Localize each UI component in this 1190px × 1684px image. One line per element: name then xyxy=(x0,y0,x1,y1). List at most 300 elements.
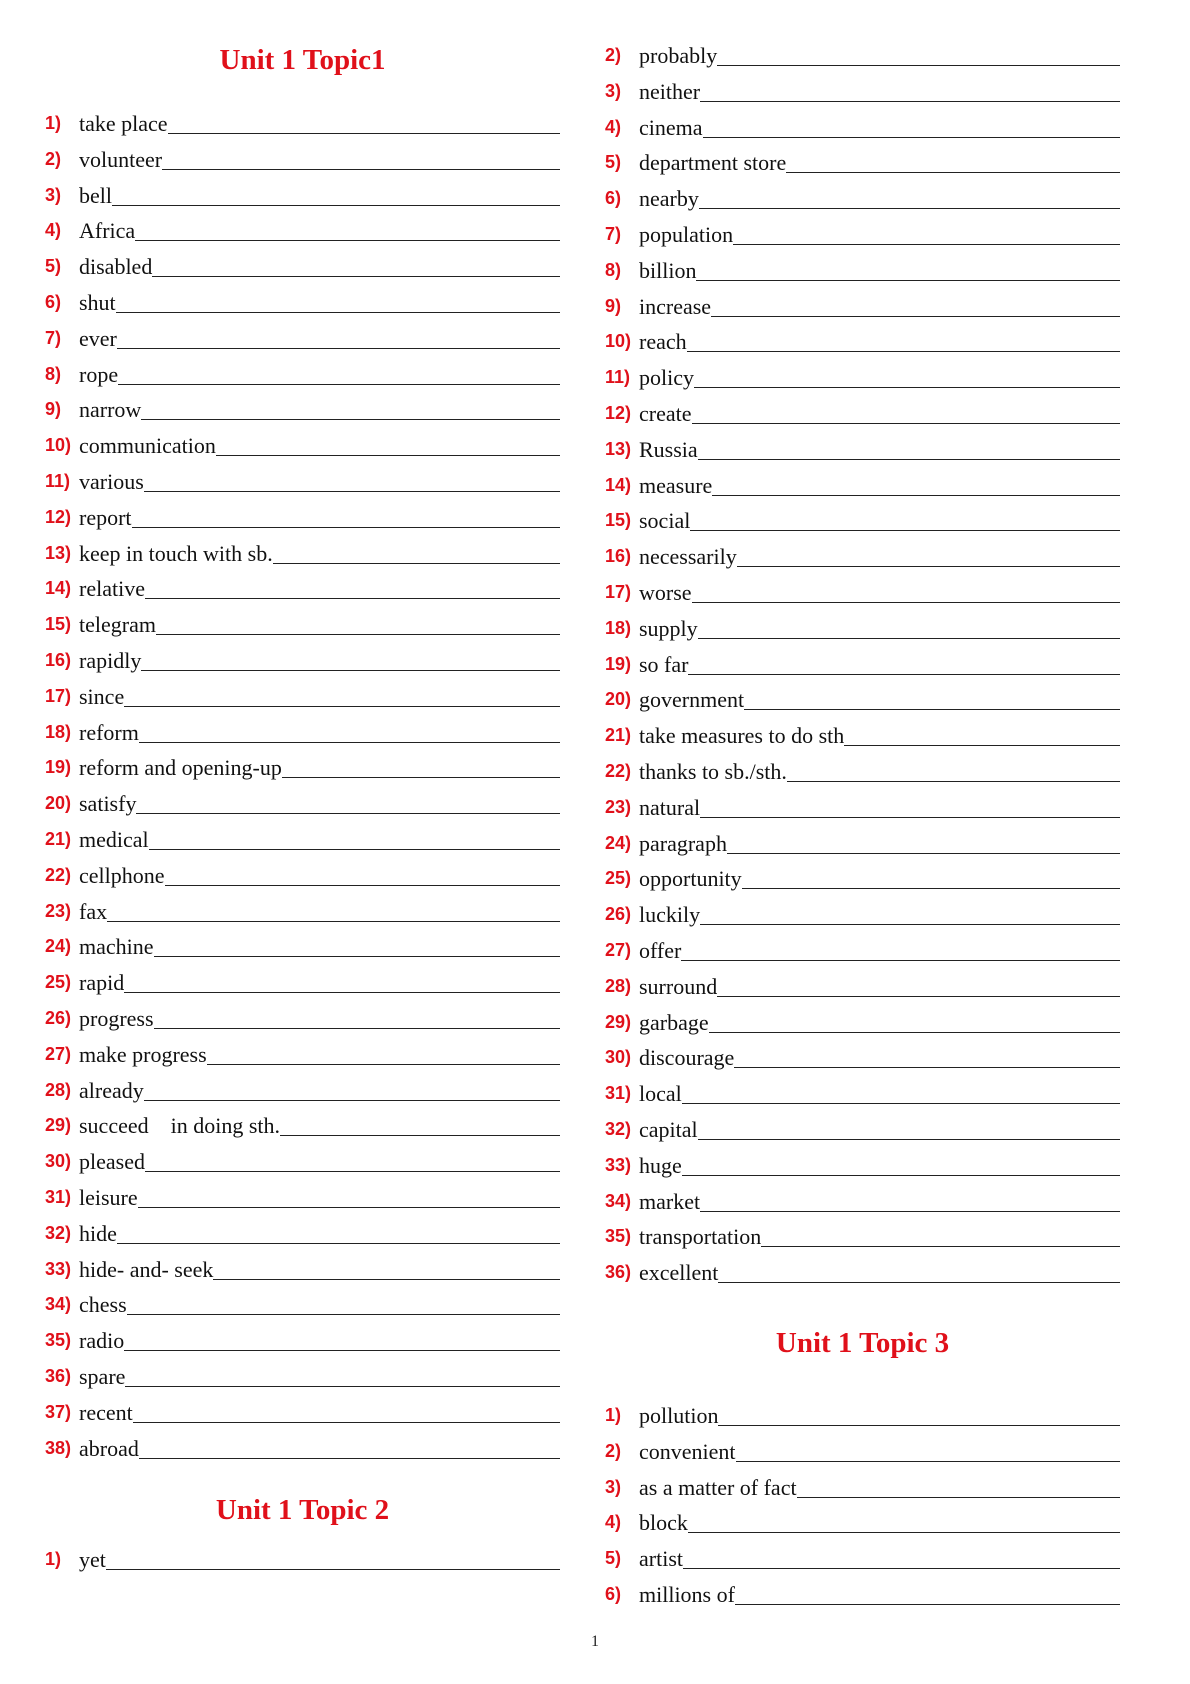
vocab-item xyxy=(45,890,560,926)
vocab-term: millions of xyxy=(639,1582,735,1607)
item-number: 21) xyxy=(605,725,632,746)
item-number: 6) xyxy=(605,188,622,209)
vocab-item xyxy=(605,571,1120,607)
answer-blank-line[interactable] xyxy=(273,562,560,564)
vocab-term: hide- and- seek xyxy=(79,1256,214,1282)
answer-blank-line[interactable] xyxy=(144,1099,560,1101)
answer-blank-line[interactable] xyxy=(700,100,1120,102)
answer-blank-line[interactable] xyxy=(154,955,560,957)
vocab-item xyxy=(45,424,560,460)
item-number: 27) xyxy=(45,1043,72,1064)
answer-blank-line[interactable] xyxy=(138,1206,560,1208)
vocab-term: medical xyxy=(79,827,149,852)
vocab-item xyxy=(45,1069,560,1105)
item-number: 36) xyxy=(605,1262,632,1283)
item-number: 4) xyxy=(605,1512,622,1533)
answer-blank-line[interactable] xyxy=(152,275,560,277)
vocab-term: capital xyxy=(639,1117,698,1142)
item-number: 8) xyxy=(605,259,622,280)
vocab-term: transportation xyxy=(639,1224,762,1250)
vocab-term: volunteer xyxy=(79,146,163,172)
vocab-term: block xyxy=(639,1510,688,1536)
vocab-item xyxy=(605,1215,1120,1251)
item-number: 5) xyxy=(605,152,622,173)
answer-blank-line[interactable] xyxy=(698,1138,1120,1140)
answer-blank-line[interactable] xyxy=(761,1245,1120,1247)
answer-blank-line[interactable] xyxy=(149,848,560,850)
item-number: 19) xyxy=(45,757,72,778)
vocab-term: as a matter of fact xyxy=(639,1474,797,1500)
answer-blank-line[interactable] xyxy=(742,887,1120,889)
item-number: 23) xyxy=(605,796,632,817)
answer-blank-line[interactable] xyxy=(711,315,1120,317)
vocab-term: ever xyxy=(79,325,117,351)
vocab-term: supply xyxy=(639,615,698,641)
vocab-item xyxy=(605,1394,1120,1430)
vocab-term: take measures to do sth xyxy=(639,723,845,749)
item-number: 14) xyxy=(45,578,72,599)
item-number: 31) xyxy=(45,1187,72,1207)
vocab-term: social xyxy=(639,508,691,534)
vocab-term: reach xyxy=(639,329,687,355)
item-number: 27) xyxy=(605,940,632,960)
vocab-term: rapid xyxy=(79,970,125,996)
vocab-item xyxy=(605,249,1120,285)
answer-blank-line[interactable] xyxy=(132,526,560,528)
item-number: 34) xyxy=(45,1294,72,1315)
answer-blank-line[interactable] xyxy=(133,1421,560,1423)
answer-blank-line[interactable] xyxy=(682,1102,1120,1104)
answer-blank-line[interactable] xyxy=(216,454,560,456)
answer-blank-line[interactable] xyxy=(141,669,560,671)
answer-blank-line[interactable] xyxy=(116,311,560,313)
item-number: 9) xyxy=(45,399,62,420)
vocab-term: worse xyxy=(639,580,692,605)
answer-blank-line[interactable] xyxy=(124,991,560,993)
vocab-term: pollution xyxy=(639,1403,719,1428)
vocab-term: radio xyxy=(79,1328,125,1354)
answer-blank-line[interactable] xyxy=(162,168,560,170)
item-number: 28) xyxy=(605,975,632,996)
item-number: 5) xyxy=(45,256,62,277)
vocab-item xyxy=(45,1283,560,1319)
vocab-term: government xyxy=(639,687,745,713)
vocab-item xyxy=(605,1251,1120,1287)
item-number: 13) xyxy=(605,438,632,459)
answer-blank-line[interactable] xyxy=(698,637,1120,639)
vocab-term: make progress xyxy=(79,1041,207,1067)
vocab-term: offer xyxy=(639,938,682,963)
vocab-item xyxy=(605,1573,1120,1609)
answer-blank-line[interactable] xyxy=(135,239,560,241)
item-number: 18) xyxy=(45,721,72,742)
item-number: 3) xyxy=(45,184,62,205)
answer-blank-line[interactable] xyxy=(156,633,560,635)
item-number: 30) xyxy=(45,1151,72,1172)
answer-blank-line[interactable] xyxy=(700,816,1120,818)
vocab-item xyxy=(605,285,1120,321)
vocab-item xyxy=(605,535,1120,571)
vocab-term: billion xyxy=(639,257,697,283)
answer-blank-line[interactable] xyxy=(136,812,560,814)
item-number: 30) xyxy=(605,1047,632,1068)
item-number: 33) xyxy=(45,1258,72,1279)
answer-blank-line[interactable] xyxy=(692,422,1121,424)
answer-blank-line[interactable] xyxy=(700,923,1120,925)
vocab-term: progress xyxy=(79,1006,154,1031)
answer-blank-line[interactable] xyxy=(117,347,560,349)
answer-blank-line[interactable] xyxy=(165,884,560,886)
vocab-item xyxy=(605,499,1120,535)
vocab-term: leisure xyxy=(79,1185,138,1210)
item-number: 20) xyxy=(45,793,72,814)
vocab-term: machine xyxy=(79,934,154,960)
answer-blank-line[interactable] xyxy=(690,529,1120,531)
item-number: 16) xyxy=(605,546,632,567)
vocab-term: increase xyxy=(639,293,712,319)
answer-blank-line[interactable] xyxy=(213,1278,560,1280)
answer-blank-line[interactable] xyxy=(117,1242,560,1244)
vocab-item xyxy=(605,786,1120,822)
vocab-item xyxy=(605,607,1120,643)
vocab-item xyxy=(45,675,560,711)
answer-blank-line[interactable] xyxy=(717,64,1120,66)
vocab-term: reform xyxy=(79,719,139,745)
item-number: 37) xyxy=(45,1401,72,1422)
answer-blank-line[interactable] xyxy=(168,132,560,134)
item-number: 35) xyxy=(605,1226,632,1247)
answer-blank-line[interactable] xyxy=(733,243,1120,245)
vocab-term: satisfy xyxy=(79,791,137,817)
vocab-term: pleased xyxy=(79,1149,145,1175)
item-number: 33) xyxy=(605,1154,632,1175)
vocab-term: create xyxy=(639,401,692,426)
vocab-term: take place xyxy=(79,111,168,136)
vocab-item xyxy=(45,1176,560,1212)
vocab-item xyxy=(605,893,1120,929)
answer-blank-line[interactable] xyxy=(703,136,1120,138)
vocab-item xyxy=(45,1140,560,1176)
item-number: 15) xyxy=(605,510,632,531)
answer-blank-line[interactable] xyxy=(107,920,560,922)
item-number: 3) xyxy=(605,80,622,101)
vocab-term: Africa xyxy=(79,218,136,244)
vocab-term: since xyxy=(79,683,125,709)
answer-blank-line[interactable] xyxy=(735,1603,1120,1605)
answer-blank-line[interactable] xyxy=(145,1170,560,1172)
answer-blank-line[interactable] xyxy=(727,852,1120,854)
item-number: 8) xyxy=(45,363,62,384)
item-number: 26) xyxy=(605,904,632,925)
vocab-item xyxy=(45,818,560,854)
item-number: 32) xyxy=(605,1119,632,1139)
vocab-item xyxy=(45,782,560,818)
item-number: 26) xyxy=(45,1008,72,1028)
vocab-term: narrow xyxy=(79,397,142,423)
item-number: 16) xyxy=(45,650,72,670)
answer-blank-line[interactable] xyxy=(718,1424,1120,1426)
answer-blank-line[interactable] xyxy=(687,350,1120,352)
vocab-item xyxy=(45,532,560,568)
vocab-item xyxy=(605,141,1120,177)
answer-blank-line[interactable] xyxy=(141,418,560,420)
answer-blank-line[interactable] xyxy=(118,383,560,385)
item-number: 38) xyxy=(45,1437,72,1458)
vocab-item xyxy=(45,1212,560,1248)
answer-blank-line[interactable] xyxy=(700,1210,1120,1212)
vocab-term: population xyxy=(639,222,734,247)
answer-blank-line[interactable] xyxy=(124,1349,560,1351)
answer-blank-line[interactable] xyxy=(681,959,1120,961)
vocab-term: excellent xyxy=(639,1260,719,1286)
item-number: 17) xyxy=(605,582,632,602)
page-number: 1 xyxy=(591,1633,599,1650)
item-number: 4) xyxy=(605,116,622,137)
vocab-term: rope xyxy=(79,361,119,387)
vocab-item xyxy=(605,822,1120,858)
vocab-item xyxy=(45,1538,560,1574)
answer-blank-line[interactable] xyxy=(139,741,560,743)
item-number: 13) xyxy=(45,542,72,563)
vocab-term: policy xyxy=(639,365,694,391)
answer-blank-line[interactable] xyxy=(699,207,1120,209)
vocab-item xyxy=(45,961,560,997)
item-number: 21) xyxy=(45,829,72,849)
vocab-item xyxy=(45,1355,560,1391)
vocab-term: already xyxy=(79,1077,144,1103)
item-number: 7) xyxy=(605,224,622,244)
vocab-term: succeed in doing sth. xyxy=(79,1113,281,1139)
item-number: 24) xyxy=(605,832,632,853)
vocab-term: fax xyxy=(79,898,108,924)
answer-blank-line[interactable] xyxy=(698,458,1120,460)
vocab-term: neither xyxy=(639,78,701,104)
item-number: 11) xyxy=(605,367,631,388)
vocab-item xyxy=(605,1001,1120,1037)
item-number: 22) xyxy=(45,864,72,885)
item-number: 32) xyxy=(45,1222,72,1243)
answer-blank-line[interactable] xyxy=(682,1174,1120,1176)
answer-blank-line[interactable] xyxy=(145,597,560,599)
vocab-term: nearby xyxy=(639,186,699,212)
answer-blank-line[interactable] xyxy=(207,1063,560,1065)
vocab-item xyxy=(605,714,1120,750)
answer-blank-line[interactable] xyxy=(734,1066,1120,1068)
answer-blank-line[interactable] xyxy=(280,1134,560,1136)
answer-blank-line[interactable] xyxy=(709,1031,1120,1033)
vocab-item xyxy=(605,428,1120,464)
section-heading-topic-1: Unit 1 Topic1 xyxy=(219,44,386,76)
item-number: 31) xyxy=(605,1083,632,1104)
vocab-term: local xyxy=(639,1081,682,1107)
vocab-term: communication xyxy=(79,433,216,459)
vocab-term: market xyxy=(639,1188,701,1214)
vocab-item xyxy=(605,1466,1120,1502)
vocab-item xyxy=(605,1108,1120,1144)
vocab-item xyxy=(45,209,560,245)
item-number: 1) xyxy=(605,1405,622,1425)
answer-blank-line[interactable] xyxy=(696,279,1120,281)
vocab-item xyxy=(45,567,560,603)
vocab-item xyxy=(605,1537,1120,1573)
vocab-item xyxy=(45,460,560,496)
answer-blank-line[interactable] xyxy=(786,171,1120,173)
item-number: 10) xyxy=(605,331,632,352)
vocab-term: telegram xyxy=(79,612,156,638)
answer-blank-line[interactable] xyxy=(124,705,560,707)
vocab-term: so far xyxy=(639,651,689,677)
answer-blank-line[interactable] xyxy=(692,601,1120,603)
vocab-item xyxy=(45,496,560,532)
answer-blank-line[interactable] xyxy=(112,204,560,206)
vocab-term: necessarily xyxy=(639,544,737,570)
vocab-item xyxy=(45,245,560,281)
vocab-item xyxy=(605,1180,1120,1216)
answer-blank-line[interactable] xyxy=(683,1567,1120,1569)
vocab-term: report xyxy=(79,504,132,530)
item-number: 4) xyxy=(45,220,62,241)
answer-blank-line[interactable] xyxy=(125,1385,560,1387)
vocab-term: spare xyxy=(79,1364,126,1389)
vocab-item xyxy=(605,213,1120,249)
vocab-item xyxy=(605,750,1120,786)
vocab-item xyxy=(605,34,1120,70)
item-number: 18) xyxy=(605,617,632,638)
vocab-term: department store xyxy=(639,150,787,176)
vocab-item xyxy=(45,1248,560,1284)
vocab-term: natural xyxy=(639,794,701,820)
vocab-item xyxy=(45,854,560,890)
vocab-term: yet xyxy=(79,1547,106,1572)
vocab-term: cellphone xyxy=(79,862,165,888)
answer-blank-line[interactable] xyxy=(694,386,1120,388)
answer-blank-line[interactable] xyxy=(144,490,560,492)
answer-blank-line[interactable] xyxy=(797,1496,1120,1498)
vocab-term: various xyxy=(79,469,144,494)
answer-blank-line[interactable] xyxy=(718,1281,1120,1283)
vocab-term: cinema xyxy=(639,114,703,140)
answer-blank-line[interactable] xyxy=(712,494,1120,496)
vocab-item xyxy=(45,102,560,138)
answer-blank-line[interactable] xyxy=(736,1460,1120,1462)
vocab-item xyxy=(45,281,560,317)
item-number: 35) xyxy=(45,1330,72,1351)
vocab-term: chess xyxy=(79,1292,127,1318)
vocab-term: opportunity xyxy=(639,866,742,892)
vocab-term: luckily xyxy=(639,902,701,928)
answer-blank-line[interactable] xyxy=(844,744,1120,746)
vocab-term: disabled xyxy=(79,254,153,280)
item-number: 2) xyxy=(605,45,622,65)
vocab-term: shut xyxy=(79,290,116,315)
item-number: 11) xyxy=(45,471,71,491)
item-number: 10) xyxy=(45,435,72,456)
vocab-term: hide xyxy=(79,1220,117,1246)
vocab-item xyxy=(605,643,1120,679)
item-number: 22) xyxy=(605,761,632,781)
item-number: 2) xyxy=(605,1440,622,1461)
vocab-item xyxy=(605,965,1120,1001)
vocab-item xyxy=(605,106,1120,142)
item-number: 6) xyxy=(45,292,62,312)
item-number: 28) xyxy=(45,1079,72,1100)
item-number: 19) xyxy=(605,653,632,674)
vocab-item xyxy=(605,1501,1120,1537)
item-number: 1) xyxy=(45,1549,62,1569)
vocab-item xyxy=(45,925,560,961)
item-number: 3) xyxy=(605,1476,622,1497)
vocab-term: relative xyxy=(79,576,145,602)
item-number: 1) xyxy=(45,113,62,133)
item-number: 6) xyxy=(605,1584,622,1604)
vocab-item xyxy=(605,392,1120,428)
answer-blank-line[interactable] xyxy=(127,1313,560,1315)
vocab-term: discourage xyxy=(639,1045,735,1071)
answer-blank-line[interactable] xyxy=(787,780,1120,782)
vocab-item xyxy=(605,1144,1120,1180)
vocab-item xyxy=(45,388,560,424)
item-number: 36) xyxy=(45,1366,72,1386)
answer-blank-line[interactable] xyxy=(737,565,1120,567)
vocab-item xyxy=(45,997,560,1033)
item-number: 29) xyxy=(605,1011,632,1032)
vocab-term: thanks to sb./sth. xyxy=(639,759,787,784)
vocab-item xyxy=(45,174,560,210)
answer-blank-line[interactable] xyxy=(139,1457,560,1459)
answer-blank-line[interactable] xyxy=(282,776,560,778)
vocab-term: measure xyxy=(639,472,713,498)
vocab-term: garbage xyxy=(639,1009,709,1035)
answer-blank-line[interactable] xyxy=(688,1531,1120,1533)
vocab-item xyxy=(605,356,1120,392)
vocab-item xyxy=(45,639,560,675)
item-number: 12) xyxy=(45,506,72,527)
vocab-item xyxy=(605,70,1120,106)
item-number: 25) xyxy=(605,868,632,889)
item-number: 12) xyxy=(605,403,632,423)
vocab-item xyxy=(45,1033,560,1069)
answer-blank-line[interactable] xyxy=(688,673,1120,675)
vocab-item xyxy=(45,138,560,174)
vocab-term: huge xyxy=(639,1152,682,1178)
answer-blank-line[interactable] xyxy=(154,1027,560,1029)
vocab-item xyxy=(605,678,1120,714)
vocab-term: Russia xyxy=(639,436,698,462)
item-number: 29) xyxy=(45,1115,72,1136)
vocab-term: convenient xyxy=(639,1438,736,1464)
vocab-term: keep in touch with sb. xyxy=(79,540,273,566)
vocab-item xyxy=(605,1072,1120,1108)
section-heading-topic-3: Unit 1 Topic 3 xyxy=(775,1327,950,1359)
answer-blank-line[interactable] xyxy=(744,708,1120,710)
vocab-term: abroad xyxy=(79,1435,139,1461)
vocab-item xyxy=(45,1104,560,1140)
vocab-item xyxy=(45,746,560,782)
vocab-item xyxy=(45,353,560,389)
vocab-item xyxy=(605,929,1120,965)
answer-blank-line[interactable] xyxy=(106,1568,560,1570)
vocab-term: rapidly xyxy=(79,648,142,673)
vocab-item xyxy=(605,1430,1120,1466)
vocab-item xyxy=(45,1427,560,1463)
item-number: 15) xyxy=(45,614,72,635)
item-number: 7) xyxy=(45,327,62,348)
item-number: 34) xyxy=(605,1190,632,1211)
answer-blank-line[interactable] xyxy=(717,995,1120,997)
vocab-term: recent xyxy=(79,1399,133,1425)
item-number: 23) xyxy=(45,900,72,921)
item-number: 17) xyxy=(45,685,72,706)
